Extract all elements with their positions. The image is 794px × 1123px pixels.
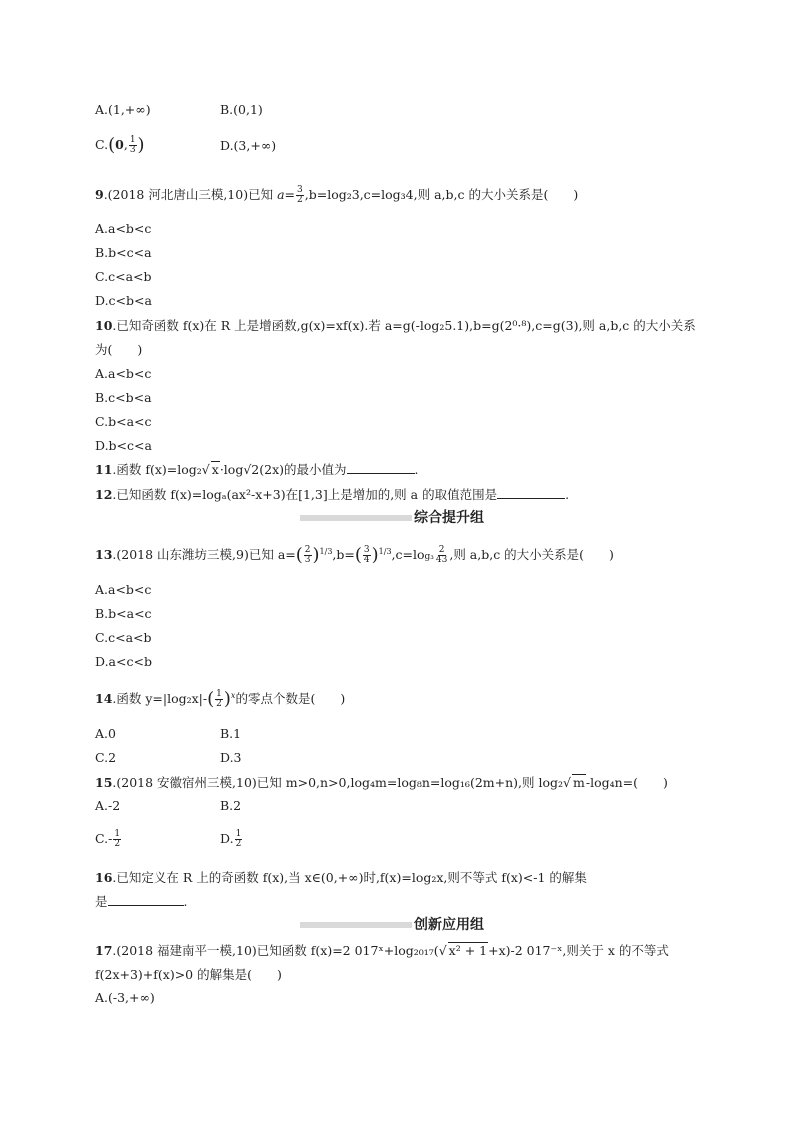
q13-option-c: C.c<a<b <box>95 630 152 645</box>
q11-stem: 11.函数 f(x)=log₂√ x·log√2(2x)的最小值为 . <box>95 462 419 477</box>
q13-stem: 13.(2018 山东潍坊三模,9)已知 a=( $\frac{2}{3}$ )$^{1/3}$,b=( $\frac{3}{4}$ )$^{1/3}$,c=log₃ $\frac{2}{43}$ ,则 a,b,c 的大小关系是( ) <box>95 544 614 566</box>
q15-option-a: A.-2 <box>95 798 121 813</box>
q10-option-c: C.b<a<c <box>95 414 152 429</box>
q12-answer-blank <box>497 486 565 499</box>
q11-sqrt: x <box>211 462 219 477</box>
q13-option-d: D.a<c<b <box>95 654 152 669</box>
q13-b-fraction: $\frac{3}{4}$ <box>363 545 370 565</box>
q15-option-d: D. $\frac{1}{2}$ <box>220 829 242 849</box>
q16-number: 16 <box>95 870 113 885</box>
q16-stem-line2: 是 . <box>95 894 188 909</box>
q8-option-c: C.(0, $\frac{1}{3}$ ) <box>95 134 145 156</box>
section-innovation <box>300 915 500 935</box>
q13-number: 13 <box>95 547 113 562</box>
q14-option-c: C.2 <box>95 750 117 765</box>
q9-number: 9 <box>95 187 104 202</box>
q10-option-b: B.c<b<a <box>95 390 152 405</box>
q10-stem-line2: 为( ) <box>95 342 143 357</box>
q12-number: 12 <box>95 487 113 502</box>
q13-option-a: A.a<b<c <box>95 582 152 597</box>
q13-c-fraction: $\frac{2}{43}$ <box>435 545 448 565</box>
q10-number: 10 <box>95 318 113 333</box>
q9-a-fraction: $\frac{3}{2}$ <box>297 185 303 205</box>
q8-option-c-fraction: $\frac{1}{3}$ <box>129 135 136 155</box>
section-bar <box>300 922 412 928</box>
section-title: 创新应用组 <box>414 917 484 933</box>
q9-option-a: A.a<b<c <box>95 221 152 236</box>
q9-source: .(2018 河北唐山三模,10)已知 <box>103 187 278 202</box>
q17-stem-line2: f(2x+3)+f(x)>0 的解集是( ) <box>95 967 282 982</box>
q9-stem: 9.(2018 河北唐山三模,10)已知 a= $\frac{3}{2}$ ,b=log₂3,c=log₃4,则 a,b,c 的大小关系是( ) <box>95 185 579 205</box>
q8-option-c-zero: 0 <box>115 137 124 152</box>
section-comprehensive <box>300 508 500 528</box>
section-bar <box>300 515 412 521</box>
q9-option-d: D.c<b<a <box>95 293 152 308</box>
q17-option-a: A.(-3,+∞) <box>95 990 155 1005</box>
q9-option-b: B.b<c<a <box>95 245 152 260</box>
q9-option-c: C.c<a<b <box>95 269 152 284</box>
q14-stem: 14.函数 y=|log₂x|-( $\frac{1}{2}$ )$^x$的零点个数是( ) <box>95 688 346 710</box>
q11-number: 11 <box>95 462 113 477</box>
q17-sqrt: x² + 1 <box>448 943 488 958</box>
q13-a-fraction: $\frac{2}{3}$ <box>304 545 311 565</box>
q10-option-d: D.b<c<a <box>95 438 152 453</box>
q10-option-a: A.a<b<c <box>95 366 152 381</box>
q16-answer-blank <box>108 893 184 906</box>
q8-option-b: B.(0,1) <box>220 102 263 117</box>
q10-stem-line1: 10.已知奇函数 f(x)在 R 上是增函数,g(x)=xf(x).若 a=g(-log₂5.1),b=g(2⁰·⁸),c=g(3),则 a,b,c 的大小关系 <box>95 318 696 333</box>
q8-option-d: D.(3,+∞) <box>220 138 277 153</box>
q15-option-c: C.- $\frac{1}{2}$ <box>95 829 121 849</box>
section-title: 综合提升组 <box>414 510 484 526</box>
q15-c-fraction: $\frac{1}{2}$ <box>114 829 121 849</box>
q15-sqrt: m <box>572 775 585 790</box>
q14-option-b: B.1 <box>220 726 242 741</box>
q13-option-b: B.b<a<c <box>95 606 152 621</box>
q15-number: 15 <box>95 775 113 790</box>
q16-stem-line1: 16.已知定义在 R 上的奇函数 f(x),当 x∈(0,+∞)时,f(x)=log₂x,则不等式 f(x)<-1 的解集 <box>95 870 587 885</box>
q14-option-a: A.0 <box>95 726 116 741</box>
q14-fraction: $\frac{1}{2}$ <box>216 689 222 709</box>
q15-d-fraction: $\frac{1}{2}$ <box>235 829 242 849</box>
q17-stem-line1: 17.(2018 福建南平一模,10)已知函数 f(x)=2 017ˣ+log₂₀₁₇(√ x² + 1+x)-2 017⁻ˣ,则关于 x 的不等式 <box>95 943 669 958</box>
q14-option-d: D.3 <box>220 750 242 765</box>
q15-stem: 15.(2018 安徽宿州三模,10)已知 m>0,n>0,log₄m=log₈n=log₁₆(2m+n),则 log₂√ m-log₄n=( ) <box>95 775 668 790</box>
q8-option-a: A.(1,+∞) <box>95 102 151 117</box>
q11-answer-blank <box>347 461 415 474</box>
q8-option-c-prefix: C. <box>95 137 109 152</box>
q14-number: 14 <box>95 691 113 706</box>
q12-stem: 12.已知函数 f(x)=logₐ(ax²-x+3)在[1,3]上是增加的,则 a 的取值范围是 . <box>95 487 570 502</box>
q17-number: 17 <box>95 943 113 958</box>
q15-option-b: B.2 <box>220 798 242 813</box>
q9-rest: ,b=log₂3,c=log₃4,则 a,b,c 的大小关系是( ) <box>304 187 579 202</box>
